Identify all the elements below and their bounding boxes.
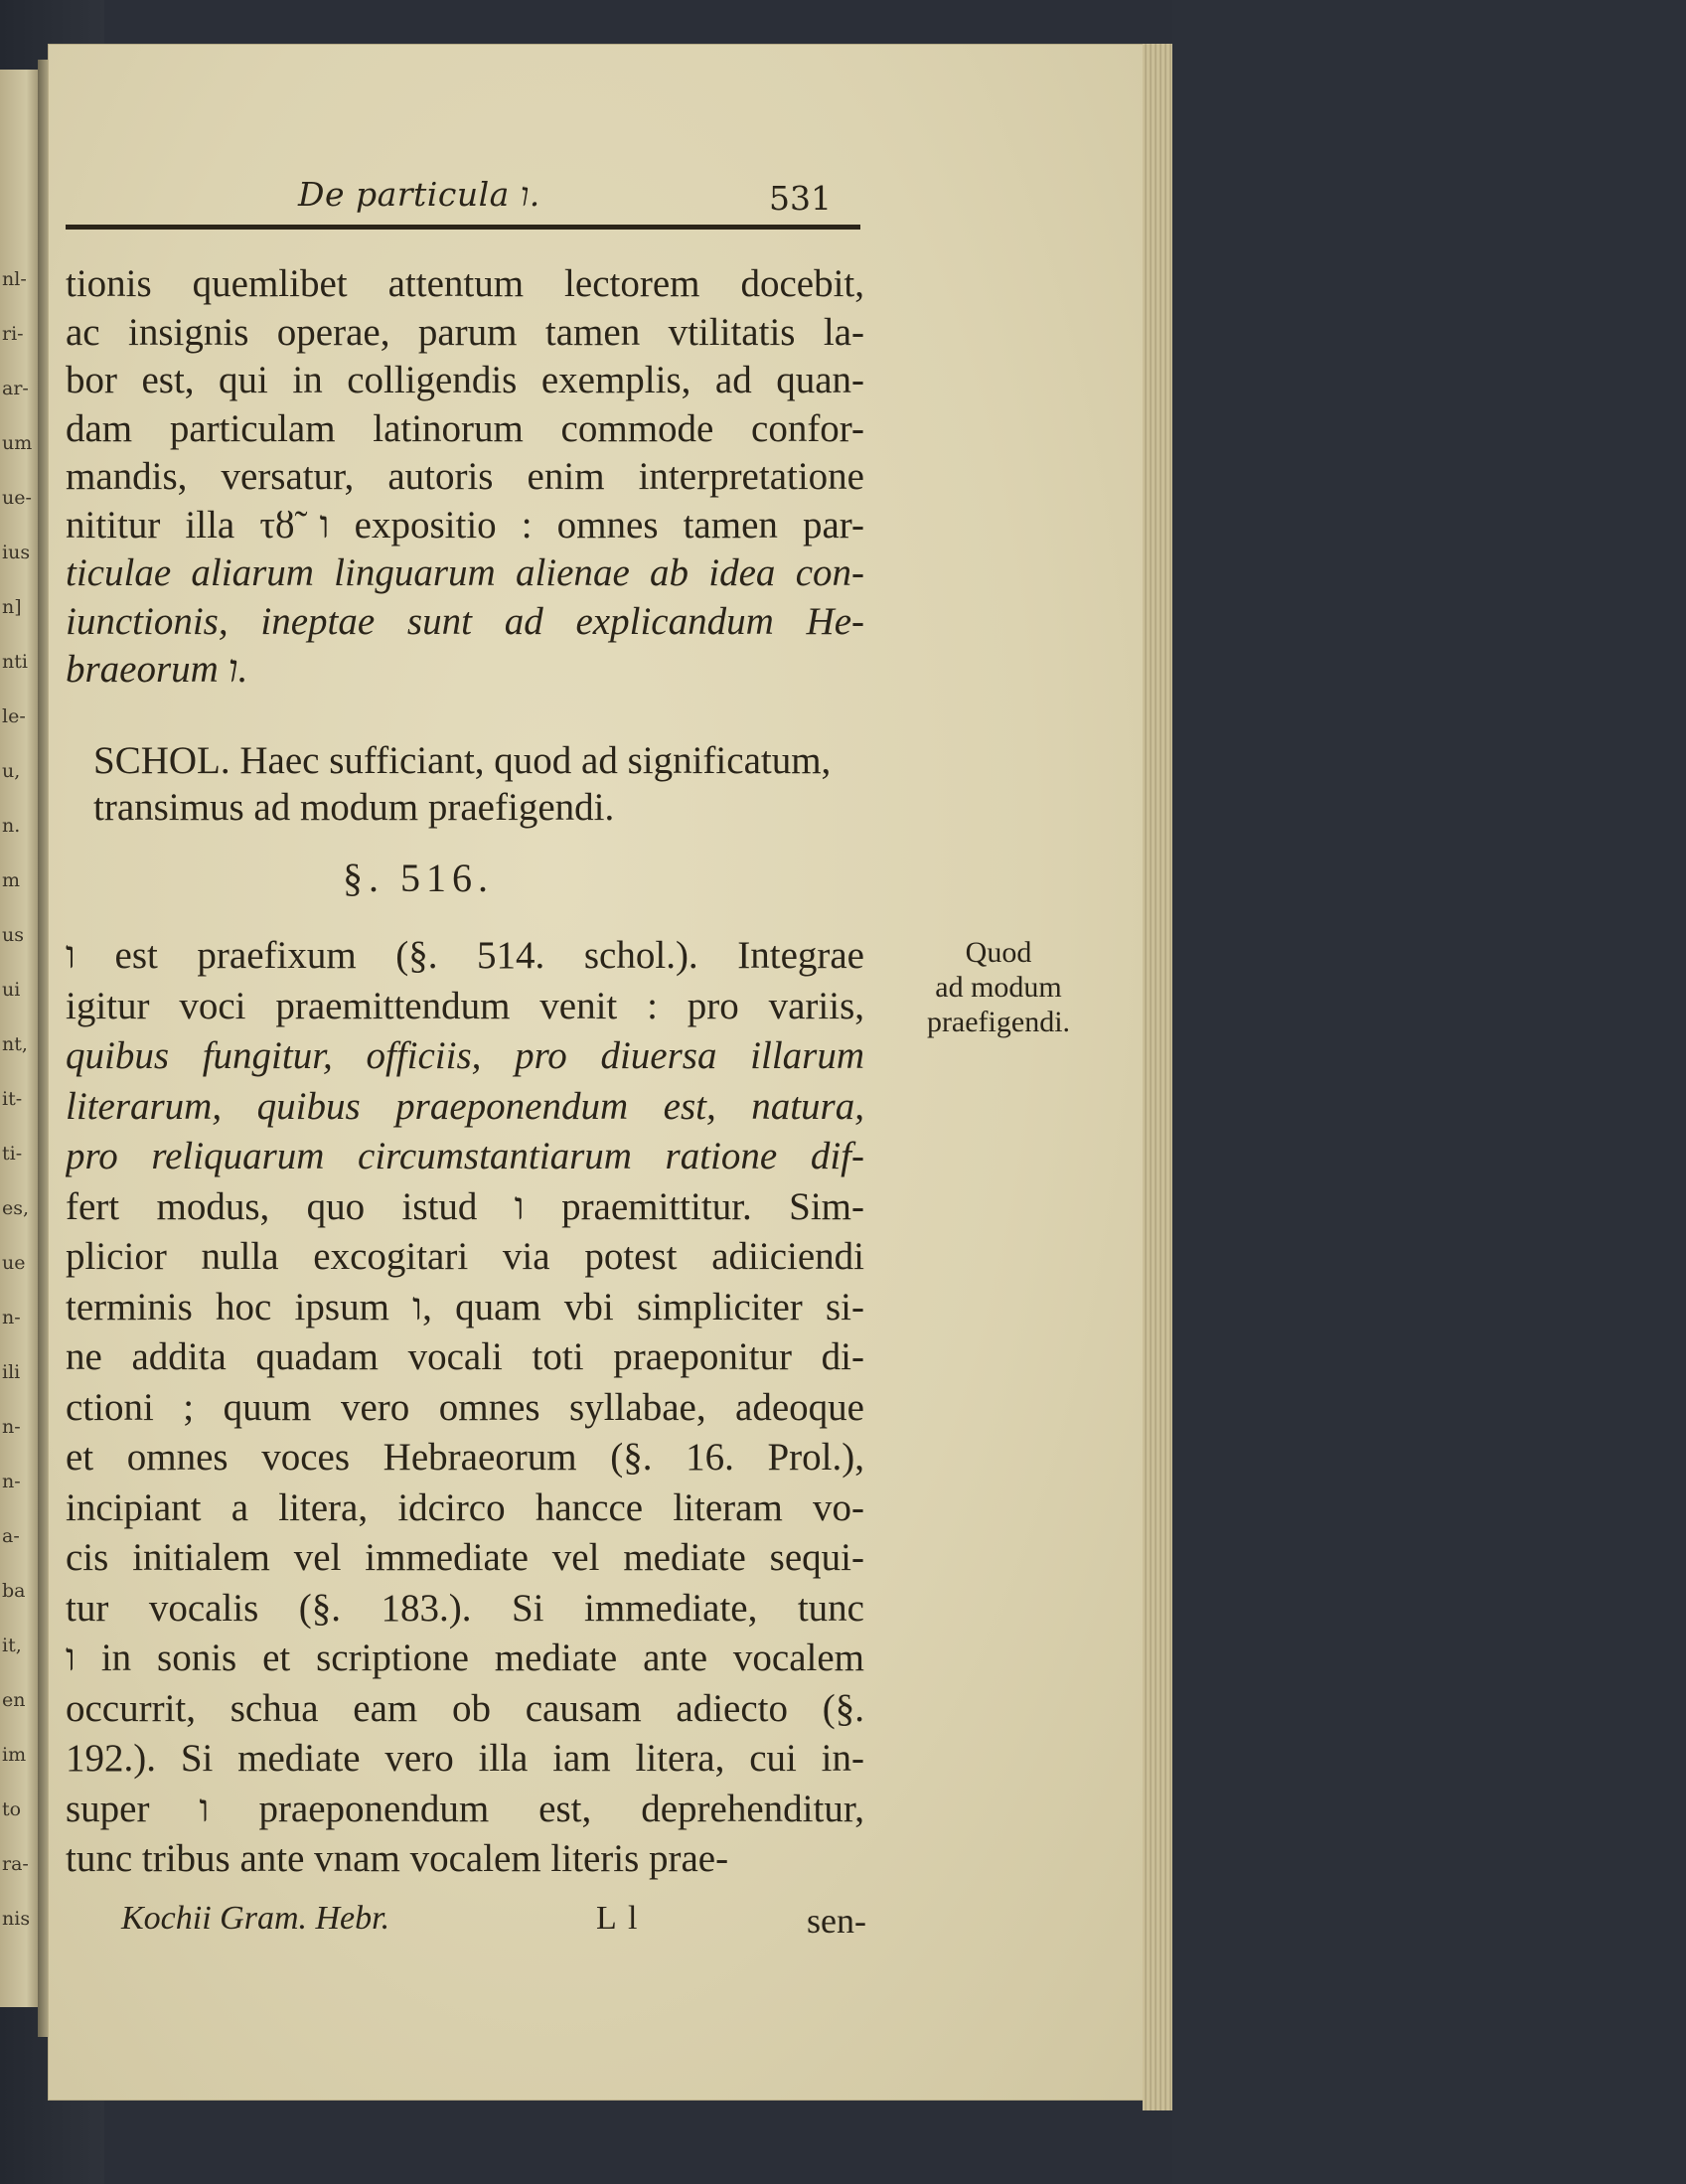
previous-page-fragment: u, — [2, 760, 21, 782]
previous-page-fragment: m — [2, 869, 21, 891]
previous-page-fragment: nt, — [2, 1033, 28, 1055]
text-line: tionis quemlibet attentum lectorem docebit, — [66, 262, 864, 305]
text-line: SCHOL. Haec sufficiant, quod ad significatum, — [93, 739, 832, 782]
previous-page-fragment: ue- — [2, 487, 32, 509]
previous-page-fragment: en — [2, 1689, 26, 1711]
previous-page-fragment: ra- — [2, 1853, 29, 1875]
text-line: iunctionis, ineptae sunt ad explicandum He- — [66, 599, 864, 643]
text-line: ticulae aliarum linguarum alienae ab idea con- — [66, 551, 864, 594]
text-line: nititur illa τȣ̃ ו expositio : omnes tamen par- — [66, 503, 864, 546]
text-line: transimus ad modum praefigendi. — [93, 786, 615, 829]
footer-author-title: Kochii Gram. Hebr. — [121, 1900, 390, 1937]
previous-page-fragment: es, — [2, 1197, 30, 1219]
signature-mark: L l — [596, 1900, 640, 1937]
text-line: fert modus, quo istud ו praemittitur. Sim- — [66, 1184, 864, 1228]
text-line: incipiant a litera, idcirco hancce literam vo- — [66, 1485, 864, 1529]
previous-page-fragment: ue — [2, 1252, 26, 1274]
text-line: terminis hoc ipsum ו, quam vbi simpliciter si- — [66, 1285, 864, 1328]
text-line: ac insignis operae, parum tamen vtilitatis la- — [66, 310, 864, 354]
text-line: ו est praefixum (§. 514. schol.). Integrae — [66, 934, 864, 977]
previous-page-fragment: it- — [2, 1088, 23, 1110]
previous-page-fragment: it, — [2, 1635, 22, 1656]
text-line: mandis, versatur, autoris enim interpretatione — [66, 455, 864, 498]
text-line: bor est, qui in colligendis exemplis, ad quan- — [66, 359, 864, 401]
text-line: braeorum ו. — [66, 648, 248, 691]
margin-note-line: ad modum — [935, 971, 1062, 1004]
text-line: occurrit, schua eam ob causam adiecto (§. — [66, 1686, 864, 1730]
previous-page-fragment: ius — [2, 542, 31, 563]
previous-page-fragment: ri- — [2, 323, 24, 345]
text-line: ne addita quadam vocali toti praeponitur di- — [66, 1335, 864, 1378]
previous-page-fragment: nl- — [2, 268, 27, 290]
previous-page-fragment: n- — [2, 1416, 21, 1438]
previous-page-fragment: n] — [2, 596, 22, 618]
section-heading: §. 516. — [343, 856, 494, 900]
previous-page-fragment: ba — [2, 1580, 26, 1602]
text-line: literarum, quibus praeponendum est, natura, — [66, 1084, 864, 1128]
margin-note-line: praefigendi. — [926, 1006, 1071, 1038]
previous-page-fragment: to — [2, 1798, 22, 1820]
text-line: cis initialem vel immediate vel mediate sequi- — [66, 1536, 864, 1579]
catchword: sen- — [807, 1901, 866, 1941]
previous-page-fragment: ili — [2, 1361, 21, 1383]
previous-page-fragment: ui — [2, 979, 21, 1001]
previous-page-fragment: um — [2, 432, 33, 454]
text-line: quibus fungitur, officiis, pro diuersa illarum — [66, 1034, 864, 1077]
text-line: tunc tribus ante vnam vocalem literis prae- — [66, 1837, 729, 1880]
header-rule — [66, 225, 860, 230]
text-line: plicior nulla excogitari via potest adiiciendi — [66, 1235, 864, 1278]
text-line: igitur voci praemittendum venit : pro variis, — [66, 984, 864, 1027]
previous-page-fragment: us — [2, 924, 24, 946]
text-line: ו in sonis et scriptione mediate ante vocalem — [66, 1637, 864, 1679]
previous-page-fragment: n- — [2, 1307, 21, 1328]
previous-page-fragment: im — [2, 1744, 27, 1766]
previous-page-fragment: ar- — [2, 378, 29, 399]
previous-page-fragment: n. — [2, 815, 21, 837]
margin-note-line: Quod — [965, 936, 1032, 969]
previous-page-fragment: nis — [2, 1908, 31, 1930]
previous-page-fragment: ti- — [2, 1143, 23, 1165]
text-line: tur vocalis (§. 183.). Si immediate, tunc — [66, 1586, 864, 1630]
previous-page-fragment: a- — [2, 1525, 20, 1547]
previous-page-fragment: nti — [2, 651, 28, 673]
text-line: ctioni ; quum vero omnes syllabae, adeoque — [66, 1385, 864, 1429]
previous-page-fragment: n- — [2, 1471, 21, 1492]
text-line: dam particulam latinorum commode confor- — [66, 406, 864, 450]
text-line: pro reliquarum circumstantiarum ratione dif- — [66, 1135, 864, 1177]
page-number: 531 — [769, 179, 832, 218]
text-line: et omnes voces Hebraeorum (§. 16. Prol.), — [66, 1436, 864, 1479]
previous-page-fragment: le- — [2, 705, 26, 727]
text-line: super ו praeponendum est, deprehenditur, — [66, 1787, 864, 1830]
running-title: De particula ו. — [298, 175, 540, 214]
text-line: 192.). Si mediate vero illa iam litera, cui in- — [66, 1737, 864, 1780]
